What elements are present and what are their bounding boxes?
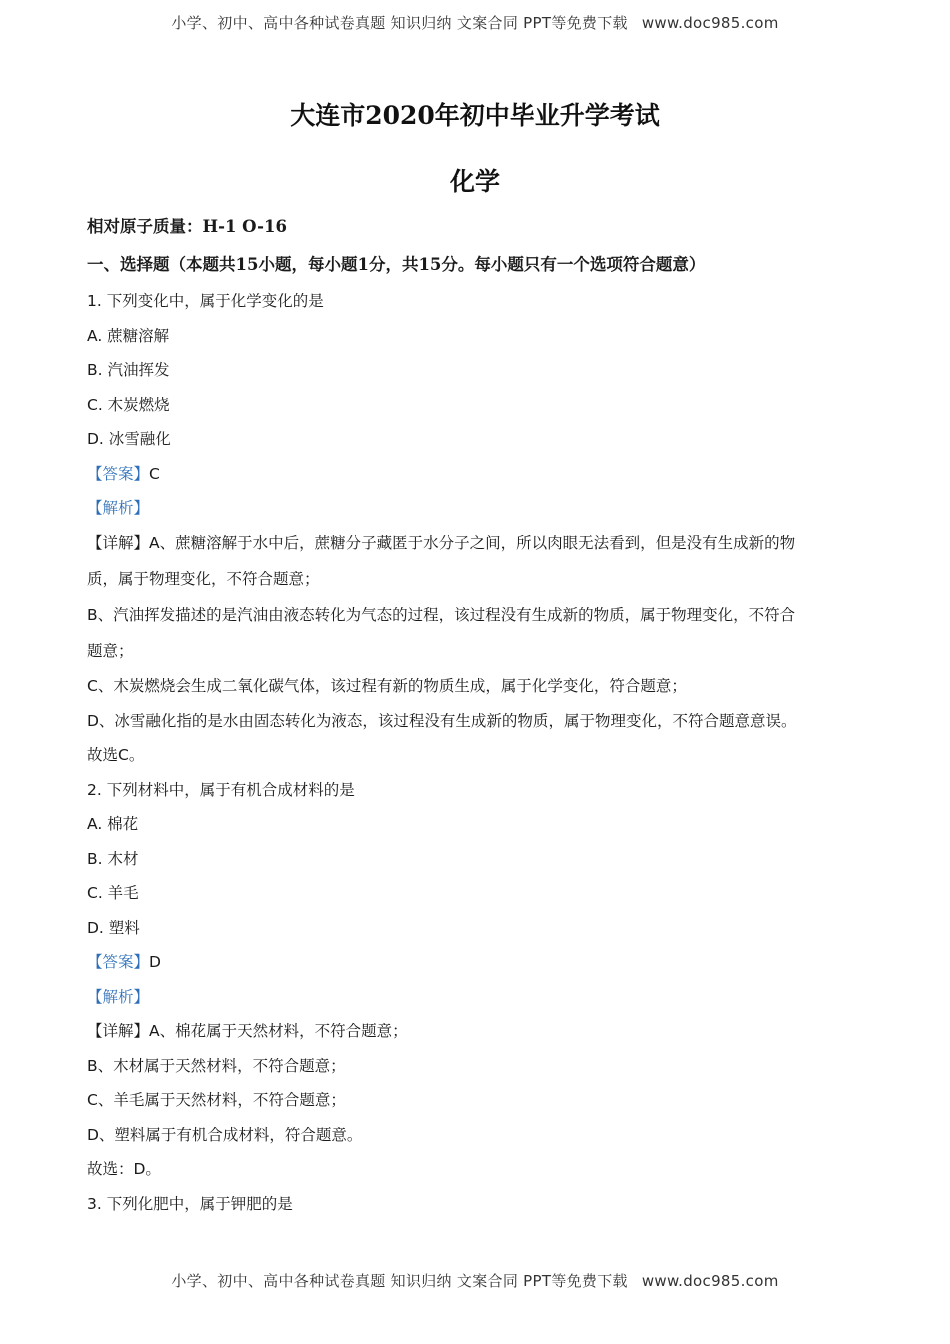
q2-detail-b: B、木材属于天然材料，不符合题意； <box>87 1057 346 1075</box>
footer-banner-url[interactable]: www.doc985.com <box>641 1272 779 1290</box>
footer-banner <box>0 1270 950 1291</box>
q2-stem: 2. 下列材料中，属于有机合成材料的是 <box>87 781 355 799</box>
q2-detail-a-text: A、棉花属于天然材料，不符合题意； <box>149 1022 408 1040</box>
q1-detail-a-text: A、蔗糖溶解于水中后，蔗糖分子藏匿于水分子之间，所以肉眼无法看到，但是没有生成新的物 <box>149 534 796 552</box>
footer-banner-text: 小学、初中、高中各种试卷真题 知识归纳 文案合同 PPT等免费下载 <box>171 1272 628 1290</box>
q2-option-a: A. 棉花 <box>87 815 139 833</box>
q1-conclusion: 故选C。 <box>87 746 145 764</box>
q1-option-a: A. 蔗糖溶解 <box>87 327 170 345</box>
q1-option-b: B. 汽油挥发 <box>87 361 170 379</box>
q2-option-c: C. 羊毛 <box>87 884 139 902</box>
q2-conclusion: 故选：D。 <box>87 1160 161 1178</box>
q2-analysis-tag: 【解析】 <box>87 988 150 1006</box>
q1-answer <box>87 463 160 485</box>
q2-option-d: D. 塑料 <box>87 919 140 937</box>
q2-detail-c: C、羊毛属于天然材料，不符合题意； <box>87 1091 346 1109</box>
q2-answer-value: D <box>149 953 161 971</box>
q1-detail-a <box>87 532 795 554</box>
q2-answer-tag: 【答案】 <box>87 953 150 971</box>
q1-answer-value: C <box>149 465 160 483</box>
q1-option-c: C. 木炭燃烧 <box>87 396 170 414</box>
q1-detail-tag: 【详解】 <box>87 534 150 552</box>
page-subtitle: 化学 <box>449 167 500 196</box>
q2-option-b: B. 木材 <box>87 850 139 868</box>
q1-detail-a-cont: 质，属于物理变化，不符合题意； <box>87 570 320 588</box>
q1-detail-b: B、汽油挥发描述的是汽油由液态转化为气态的过程，该过程没有生成新的物质，属于物理变化，不符合 <box>87 606 796 624</box>
header-banner-url[interactable]: www.doc985.com <box>641 14 779 32</box>
q1-detail-d: D、冰雪融化指的是水由固态转化为液态，该过程没有生成新的物质，属于物理变化，不符合题意意误。 <box>87 712 797 730</box>
section-heading: 一、选择题（本题共15小题，每小题1分，共15分。每小题只有一个选项符合题意） <box>87 255 706 274</box>
atomic-mass-line: 相对原子质量：H-1 O-16 <box>87 217 287 236</box>
q1-detail-c: C、木炭燃烧会生成二氧化碳气体，该过程有新的物质生成，属于化学变化，符合题意； <box>87 677 687 695</box>
q2-detail-d: D、塑料属于有机合成材料，符合题意。 <box>87 1126 363 1144</box>
page-title: 大连市2020年初中毕业升学考试 <box>290 101 660 130</box>
q2-answer <box>87 951 161 973</box>
header-banner-text: 小学、初中、高中各种试卷真题 知识归纳 文案合同 PPT等免费下载 <box>171 14 628 32</box>
header-banner <box>0 12 950 33</box>
q1-stem: 1. 下列变化中，属于化学变化的是 <box>87 292 324 310</box>
q1-option-d: D. 冰雪融化 <box>87 430 171 448</box>
q2-detail-a <box>87 1020 408 1042</box>
q1-analysis-tag: 【解析】 <box>87 499 150 517</box>
q1-detail-b-cont: 题意； <box>87 642 134 660</box>
q1-answer-tag: 【答案】 <box>87 465 150 483</box>
q2-detail-tag: 【详解】 <box>87 1022 150 1040</box>
q3-stem: 3. 下列化肥中，属于钾肥的是 <box>87 1195 293 1213</box>
